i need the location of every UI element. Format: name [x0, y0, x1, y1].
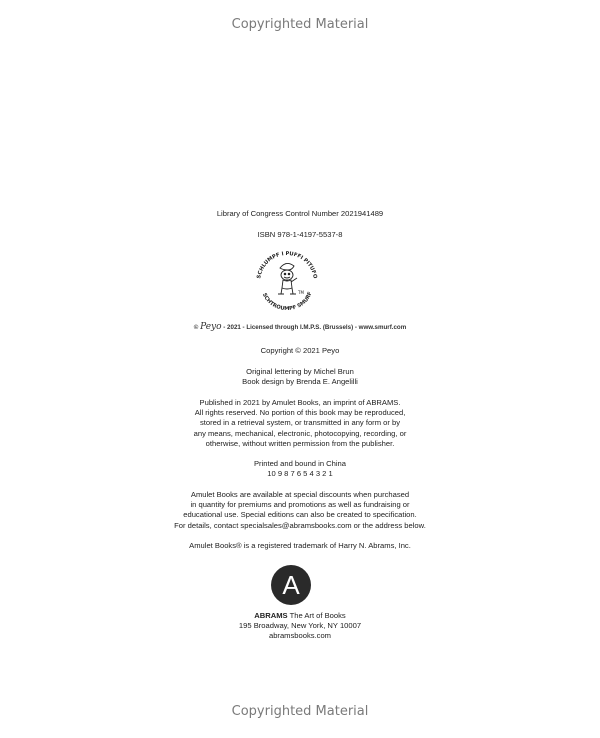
publication-line: stored in a retrieval system, or transmitted in any form or by [199, 418, 401, 428]
abrams-logo [270, 564, 312, 606]
credits-block [0, 367, 600, 387]
logo-word: SMURF [296, 291, 314, 310]
publisher-website: abramsbooks.com [268, 631, 332, 641]
trademark-notice: Amulet Books® is a registered trademark of Harry N. Abrams, Inc. [189, 541, 411, 550]
isbn-line: ISBN 978-1-4197-5537-8 [257, 230, 343, 239]
publication-line: otherwise, without written permission from the publisher. [205, 438, 395, 448]
printing-block [0, 459, 600, 479]
sales-line: educational use. Special editions can also be created to specification. [183, 510, 417, 520]
publisher-name: ABRAMS [254, 611, 288, 620]
svg-text:SCHTROUMPF SMU [261, 291, 314, 310]
lccn-line: Library of Congress Control Number 2021941489 [216, 209, 384, 218]
publication-line: any means, mechanical, electronic, photocopying, recording, or [193, 428, 407, 438]
copyright-line: Copyright © 2021 Peyo [260, 346, 340, 355]
printed-line: Printed and bound in China [253, 459, 347, 468]
publication-line: All rights reserved. No portion of this book may be reproduced, [194, 408, 406, 418]
logo-word: I PUFFI [281, 250, 304, 262]
trademark-mark: TM [298, 290, 304, 295]
credit-line: Book design by Brenda E. Angelilli [242, 377, 358, 387]
print-number-line: 10 9 8 7 6 5 4 3 2 1 [267, 469, 333, 479]
publisher-address: 195 Broadway, New York, NY 10007 [238, 621, 362, 631]
publisher-tagline: The Art of Books [289, 611, 346, 620]
logo-word: SCHLUMPF [256, 252, 281, 280]
sales-line: Amulet Books are available at special discounts when purchased [190, 490, 410, 499]
publisher-block [0, 611, 600, 642]
publication-block [0, 398, 600, 449]
publication-line: Published in 2021 by Amulet Books, an imprint of ABRAMS. [199, 398, 401, 407]
logo-word: SCHTROUMPF [260, 292, 298, 310]
logo-word: PITUFO [301, 257, 318, 280]
watermark-top: Copyrighted Material [231, 17, 369, 32]
smurf-figure [278, 263, 297, 294]
peyo-signature: Peyo [200, 322, 222, 332]
special-sales-block [0, 490, 600, 531]
smurf-logo [250, 248, 324, 310]
credit-line: Original lettering by Michel Brun [246, 367, 354, 376]
sales-line: in quantity for premiums and promotions as well as fundraising or [190, 500, 410, 510]
sales-line: For details, contact specialsales@abramsbooks.com or the address below. [174, 520, 426, 530]
watermark-bottom: Copyrighted Material [231, 704, 369, 719]
abrams-logo-letter: A [282, 570, 300, 600]
license-line: © Peyo - 2021 - Licensed through I.M.P.S. (Brussels) - www.smurf.com [193, 322, 407, 332]
license-text: - 2021 - Licensed through I.M.P.S. (Brussels) - www.smurf.com [223, 324, 407, 331]
